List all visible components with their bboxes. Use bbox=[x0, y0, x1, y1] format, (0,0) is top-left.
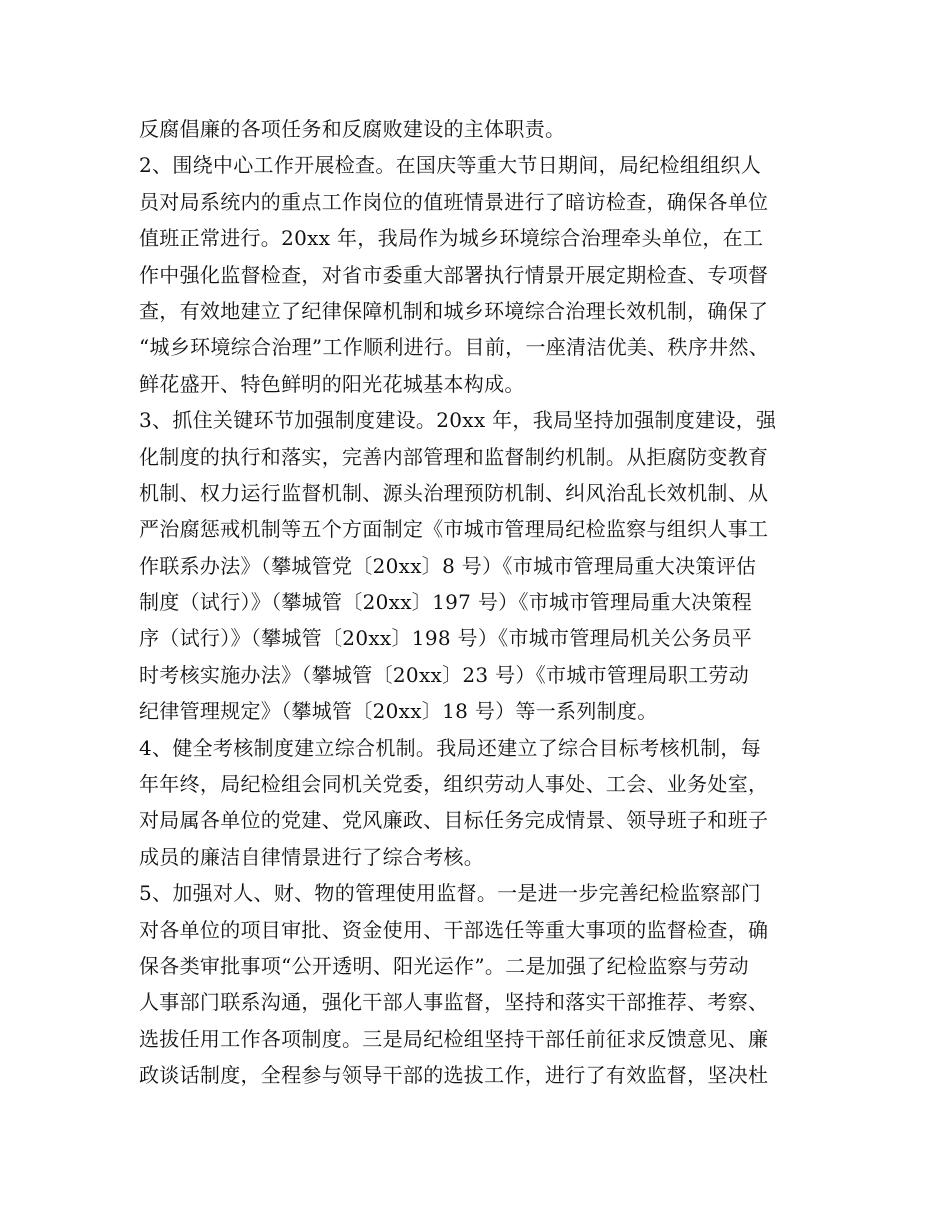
text-line: 2、围绕中心工作开展检查。在国庆等重大节日期间，局纪检组组织人 bbox=[139, 153, 762, 178]
text-line: 员对局系统内的重点工作岗位的值班情景进行了暗访检查，确保各单位 bbox=[139, 189, 769, 214]
text-line: 人事部门联系沟通，强化干部人事监督，坚持和落实干部推荐、考察、 bbox=[139, 990, 769, 1015]
text-line: 对局属各单位的党建、党风廉政、目标任务完成情景、领导班子和班子 bbox=[139, 808, 769, 833]
text-line: 查，有效地建立了纪律保障机制和城乡环境综合治理长效机制，确保了 bbox=[139, 298, 769, 323]
text-line: 作中强化监督检查，对省市委重大部署执行情景开展定期检查、专项督 bbox=[139, 262, 769, 287]
text-line: 时考核实施办法》（攀城管〔20xx〕23 号）《市城市管理局职工劳动 bbox=[139, 662, 750, 687]
text-line: 政谈话制度，全程参与领导干部的选拔工作，进行了有效监督，坚决杜 bbox=[139, 1063, 769, 1088]
text-line: 纪律管理规定》（攀城管〔20xx〕18 号）等一系列制度。 bbox=[139, 699, 658, 724]
text-line: 化制度的执行和落实，完善内部管理和监督制约机制。从拒腐防变教育 bbox=[139, 444, 769, 469]
text-line: 值班正常进行。20xx 年，我局作为城乡环境综合治理牵头单位，在工 bbox=[139, 226, 764, 251]
text-line: 选拔任用工作各项制度。三是局纪检组坚持干部任前征求反馈意见、廉 bbox=[139, 1026, 769, 1051]
text-line: 5、加强对人、财、物的管理使用监督。一是进一步完善纪检监察部门 bbox=[139, 881, 762, 906]
text-line: 成员的廉洁自律情景进行了综合考核。 bbox=[139, 844, 485, 869]
text-line: 制度（试行）》（攀城管〔20xx〕197 号）《市城市管理局重大决策程 bbox=[139, 590, 753, 615]
text-line: 作联系办法》（攀城管党〔20xx〕8 号）《市城市管理局重大决策评估 bbox=[139, 553, 757, 578]
text-line: 严治腐惩戒机制等五个方面制定《市城市管理局纪检监察与组织人事工 bbox=[139, 517, 769, 542]
text-line: 鲜花盛开、特色鲜明的阳光花城基本构成。 bbox=[139, 371, 525, 396]
text-line: 4、健全考核制度建立综合机制。我局还建立了综合目标考核机制，每 bbox=[139, 735, 762, 760]
text-line: 3、抓住关键环节加强制度建设。20xx 年，我局坚持加强制度建设，强 bbox=[139, 408, 777, 433]
text-line: 年年终，局纪检组会同机关党委，组织劳动人事处、工会、业务处室， bbox=[139, 772, 769, 797]
text-line: 对各单位的项目审批、资金使用、干部选任等重大事项的监督检查，确 bbox=[139, 917, 769, 942]
text-line: 反腐倡廉的各项任务和反腐败建设的主体职责。 bbox=[139, 117, 566, 141]
text-line: 序（试行）》（攀城管〔20xx〕198 号）《市城市管理局机关公务员平 bbox=[139, 626, 753, 651]
text-line: 机制、权力运行监督机制、源头治理预防机制、纠风治乱长效机制、从 bbox=[139, 480, 769, 505]
text-line: 保各类审批事项“公开透明、阳光运作”。二是加强了纪检监察与劳动 bbox=[139, 953, 749, 978]
text-line: “城乡环境综合治理”工作顺利进行。目前，一座清洁优美、秩序井然、 bbox=[139, 335, 770, 360]
document-body bbox=[139, 111, 829, 1094]
